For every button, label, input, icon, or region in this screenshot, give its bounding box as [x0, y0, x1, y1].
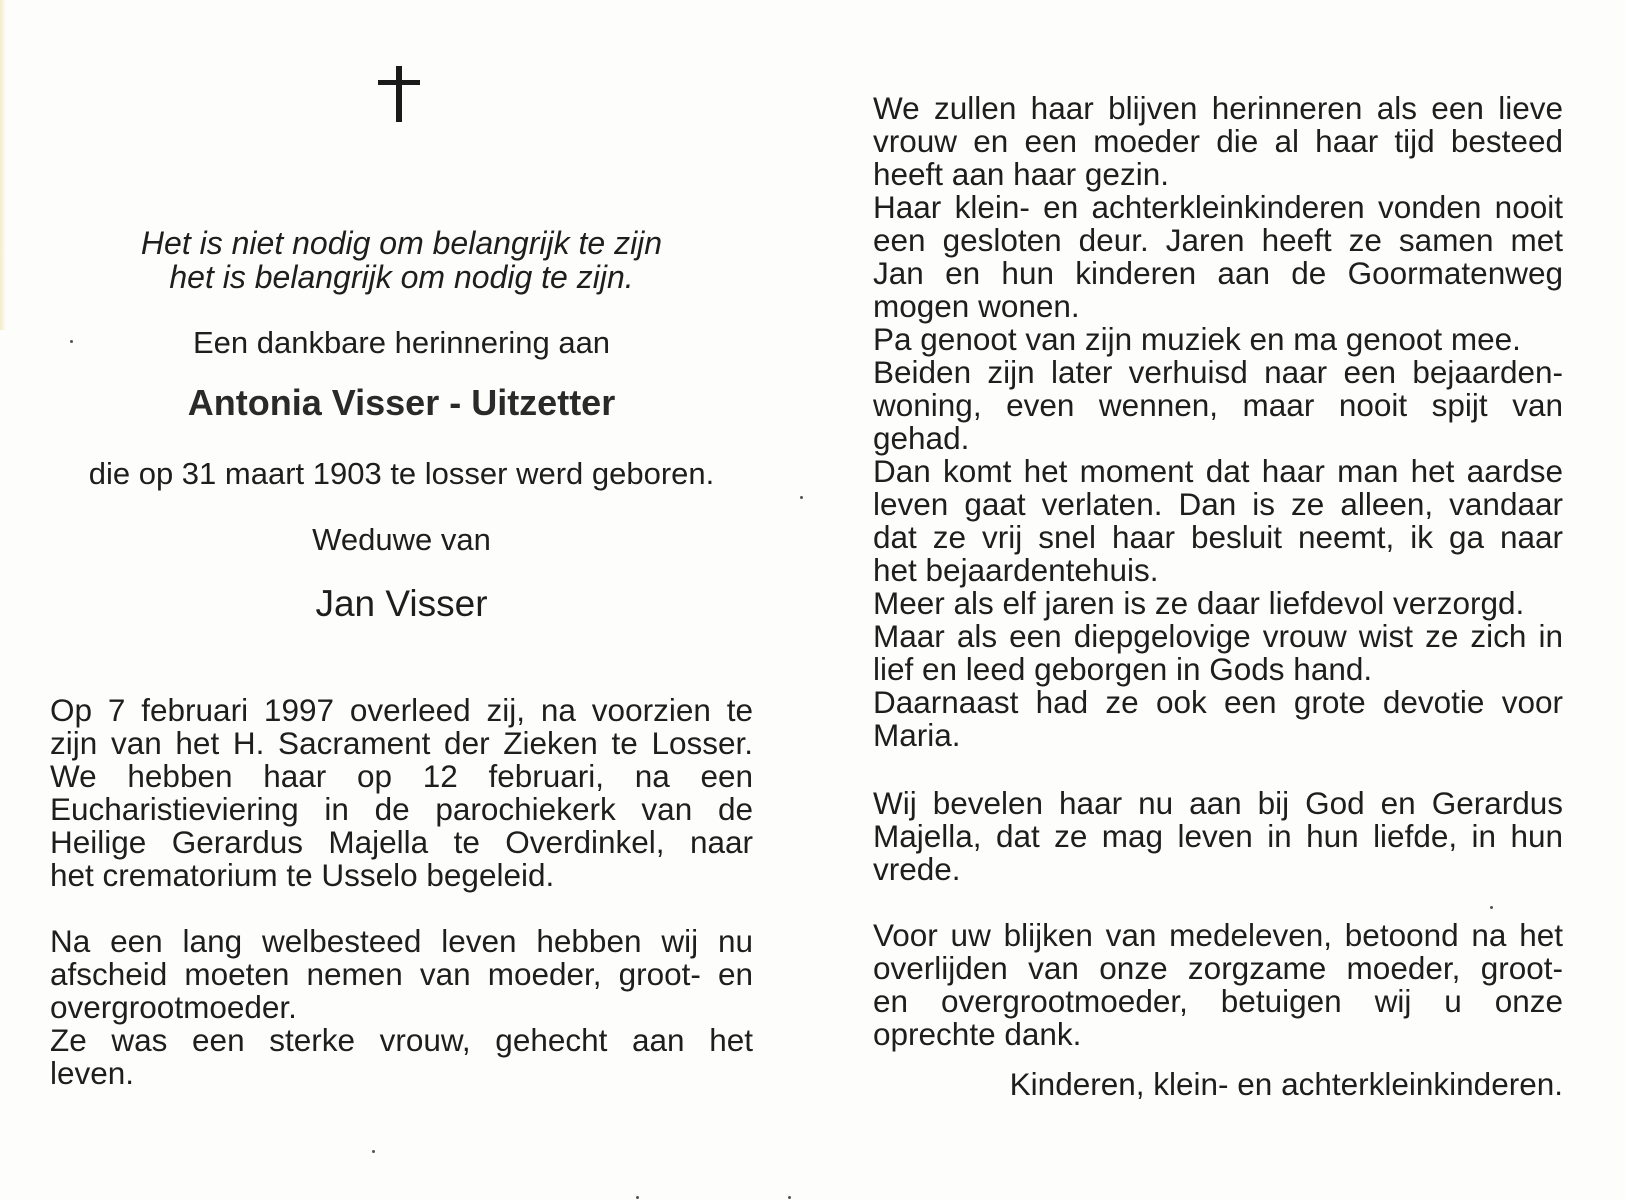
text-line: zijn van het H. Sacrament der Zieken te Losser.: [50, 725, 753, 761]
text-line: leven gaat verlaten. Dan is ze alleen, vandaar: [873, 486, 1563, 522]
right-paragraph-1: [873, 92, 1563, 752]
text-line: dat ze vrij snel haar besluit neemt, ik ga naar: [873, 519, 1563, 555]
text-line: Op 7 februari 1997 overleed zij, na voorzien te: [50, 692, 753, 728]
text-line: Dan komt het moment dat haar man het aardse: [873, 453, 1563, 489]
right-paragraph-2: [873, 787, 1563, 886]
paper-speck: [800, 496, 803, 499]
text-line: Na een lang welbesteed leven hebben wij nu: [50, 923, 753, 959]
text-line: gehad.: [873, 420, 970, 456]
deceased-name: Antonia Visser - Uitzetter: [187, 382, 616, 423]
text-line: Maar als een diepgelovige vrouw wist ze zich in: [873, 618, 1563, 654]
text-line: Voor uw blijken van medeleven, betoond na het: [873, 917, 1563, 953]
text-line: Haar klein- en achterkleinkinderen vonden nooit: [873, 189, 1563, 225]
birth-line: die op 31 maart 1903 te losser werd geboren.: [88, 456, 715, 491]
text-line: heeft aan haar gezin.: [873, 156, 1169, 192]
paper-speck: [372, 1150, 375, 1153]
text-line: Jan en hun kinderen aan de Goormatenweg: [873, 255, 1563, 291]
paper-speck: [788, 1196, 791, 1199]
left-paragraph-2: [50, 925, 753, 1090]
husband-name: Jan Visser: [315, 583, 488, 624]
text-line: en overgrootmoeder, betuigen wij u onze: [873, 983, 1563, 1019]
text-line: Majella, dat ze mag leven in hun liefde, in hun: [873, 818, 1563, 854]
left-paragraph-1: [50, 694, 753, 892]
text-line: het bejaardentehuis.: [873, 552, 1159, 588]
text-line: een gesloten deur. Jaren heeft ze samen met: [873, 222, 1563, 258]
text-line: We zullen haar blijven herinneren als een lieve: [873, 90, 1563, 126]
text-line: Heilige Gerardus Majella te Overdinkel, naar: [50, 824, 753, 860]
paper-speck: [70, 340, 73, 343]
text-line: Pa genoot van zijn muziek en ma genoot mee.: [873, 321, 1521, 357]
text-line: oprechte dank.: [873, 1016, 1082, 1052]
text-line: lief en leed geborgen in Gods hand.: [873, 651, 1373, 687]
text-line: vrede.: [873, 851, 961, 887]
quote-line: het is belangrijk om nodig te zijn.: [169, 259, 634, 295]
paper-edge: [0, 0, 6, 330]
paper-speck: [636, 1196, 639, 1199]
text-line: leven.: [50, 1055, 135, 1091]
text-line: Wij bevelen haar nu aan bij God en Gerardus: [873, 785, 1563, 821]
text-line: Ze was een sterke vrouw, gehecht aan het: [50, 1022, 753, 1058]
text-line: Daarnaast had ze ook een grote devotie voor: [873, 684, 1563, 720]
text-line: overgrootmoeder.: [50, 989, 297, 1025]
text-line: het crematorium te Usselo begeleid.: [50, 857, 555, 893]
text-line: overlijden van onze zorgzame moeder, groot-: [873, 950, 1563, 986]
text-line: We hebben haar op 12 februari, na een: [50, 758, 753, 794]
text-line: mogen wonen.: [873, 288, 1080, 324]
text-line: Maria.: [873, 717, 961, 753]
right-paragraph-3: [873, 919, 1563, 1051]
text-line: vrouw en een moeder die al haar tijd besteed: [873, 123, 1563, 159]
text-line: woning, even wennen, maar nooit spijt van: [873, 387, 1563, 423]
text-line: Beiden zijn later verhuisd naar een bejaarden-: [873, 354, 1563, 390]
cross-icon: [372, 66, 426, 122]
text-line: Eucharistieviering in de parochiekerk van de: [50, 791, 753, 827]
intro-text: Een dankbare herinnering aan: [192, 325, 611, 360]
memorial-quote: [50, 226, 753, 294]
text-line: afscheid moeten nemen van moeder, groot- en: [50, 956, 753, 992]
quote-line: Het is niet nodig om belangrijk te zijn: [140, 225, 663, 261]
widow-label: Weduwe van: [312, 522, 491, 557]
paper-speck: [1490, 906, 1493, 909]
signature-line: Kinderen, klein- en achterkleinkinderen.: [1009, 1066, 1563, 1102]
text-line: Meer als elf jaren is ze daar liefdevol verzorgd.: [873, 585, 1525, 621]
